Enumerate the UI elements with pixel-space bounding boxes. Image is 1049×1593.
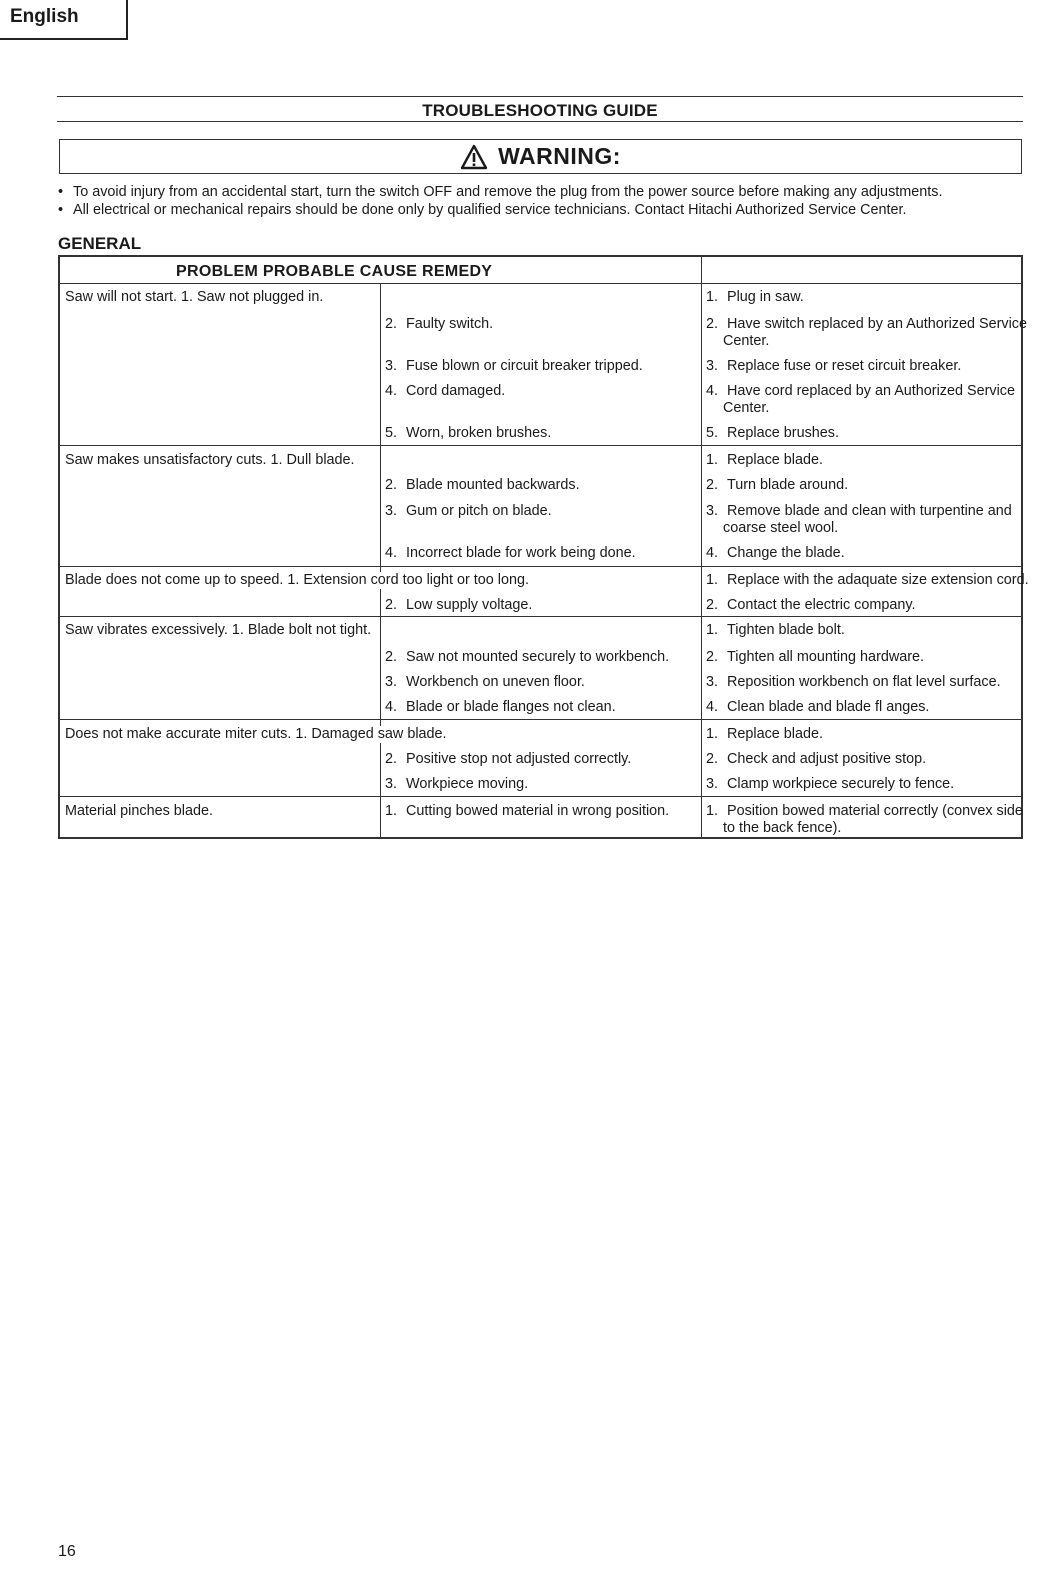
row-divider <box>60 616 1021 617</box>
bullet-dot-icon: • <box>58 184 64 200</box>
remedy-item: 1. Replace blade. <box>706 726 824 742</box>
cause-item: 3. Workbench on uneven floor. <box>385 674 585 690</box>
problem-cell: Does not make accurate miter cuts. 1. Damaged saw blade. <box>65 726 447 742</box>
title-top-rule <box>57 96 1023 97</box>
problem-cell: Saw makes unsatisfactory cuts. 1. Dull blade. <box>65 452 355 468</box>
remedy-item: 2. Have switch replaced by an Authorized Service Center. <box>706 316 1027 349</box>
row-divider <box>60 566 1021 567</box>
cause-item: 2. Faulty switch. <box>385 316 494 332</box>
cause-item: 2. Low supply voltage. <box>385 597 533 613</box>
cause-item: 2. Saw not mounted securely to workbench. <box>385 649 670 665</box>
page-number: 16 <box>58 1543 76 1560</box>
bullet-dot-icon: • <box>58 202 64 218</box>
remedy-item: 1. Plug in saw. <box>706 289 804 305</box>
warning-box <box>59 139 1022 174</box>
warning-label: WARNING: <box>498 143 621 169</box>
cause-item: 4. Blade or blade flanges not clean. <box>385 699 616 715</box>
bullet-text: All electrical or mechanical repairs should be done only by qualified service technicians. Contact Hitachi Authorized Service Center. <box>73 202 907 218</box>
remedy-item: 1. Tighten blade bolt. <box>706 622 845 638</box>
remedy-item: 1. Replace blade. <box>706 452 824 468</box>
troubleshooting-table <box>58 255 1029 839</box>
language-tab <box>0 0 128 40</box>
bullet-text: To avoid injury from an accidental start, turn the switch OFF and remove the plug from the power source before making any adjustments. <box>73 184 943 200</box>
remedy-item: 3. Remove blade and clean with turpentine and coarse steel wool. <box>706 503 1012 536</box>
warning-bullet <box>58 201 1024 219</box>
cause-item: 2. Blade mounted backwards. <box>385 477 580 493</box>
cause-item: 3. Gum or pitch on blade. <box>385 503 552 519</box>
problem-cell: Saw vibrates excessively. 1. Blade bolt not tight. <box>65 622 372 638</box>
cause-item: 4. Cord damaged. <box>385 383 506 399</box>
remedy-item: 4. Have cord replaced by an Authorized Service Center. <box>706 383 1015 416</box>
cause-item: 4. Incorrect blade for work being done. <box>385 545 636 561</box>
section-heading: GENERAL <box>58 234 142 253</box>
remedy-item: 4. Clean blade and blade fl anges. <box>706 699 930 715</box>
language-label: English <box>10 6 79 27</box>
row-divider <box>60 796 1021 797</box>
remedy-item: 4. Change the blade. <box>706 545 845 561</box>
cause-item: 1. Cutting bowed material in wrong position. <box>385 803 670 819</box>
remedy-item: 1. Replace with the adaquate size extension cord. <box>706 572 1029 588</box>
remedy-item: 2. Turn blade around. <box>706 477 849 493</box>
column-divider-remedy <box>701 257 702 837</box>
remedy-item: 2. Check and adjust positive stop. <box>706 751 927 767</box>
header-rule <box>60 283 1021 284</box>
problem-cell: Material pinches blade. <box>65 803 213 819</box>
warning-bullets <box>58 183 1024 219</box>
cause-item: 2. Positive stop not adjusted correctly. <box>385 751 632 767</box>
warning-bullet <box>58 183 1024 201</box>
remedy-item: 2. Contact the electric company. <box>706 597 916 613</box>
cause-item: 5. Worn, broken brushes. <box>385 425 552 441</box>
column-divider-cause <box>380 283 381 837</box>
cause-item: 3. Fuse blown or circuit breaker tripped. <box>385 358 643 374</box>
remedy-item: 1. Position bowed material correctly (convex side to the back fence). <box>706 803 1023 836</box>
warning-triangle-icon <box>460 144 488 170</box>
remedy-item: 2. Tighten all mounting hardware. <box>706 649 925 665</box>
problem-cell: Blade does not come up to speed. 1. Extension cord too light or too long. <box>65 572 529 588</box>
remedy-item: 3. Reposition workbench on flat level surface. <box>706 674 1001 690</box>
remedy-item: 3. Clamp workpiece securely to fence. <box>706 776 955 792</box>
row-divider <box>60 445 1021 446</box>
row-divider <box>60 719 1021 720</box>
problem-cell: Saw will not start. 1. Saw not plugged in. <box>65 289 324 305</box>
title-bottom-rule <box>57 121 1023 122</box>
remedy-item: 3. Replace fuse or reset circuit breaker. <box>706 358 962 374</box>
page-title: TROUBLESHOOTING GUIDE <box>422 101 658 120</box>
table-header: PROBLEM PROBABLE CAUSE REMEDY <box>176 263 493 280</box>
cause-item: 3. Workpiece moving. <box>385 776 529 792</box>
remedy-item: 5. Replace brushes. <box>706 425 839 441</box>
